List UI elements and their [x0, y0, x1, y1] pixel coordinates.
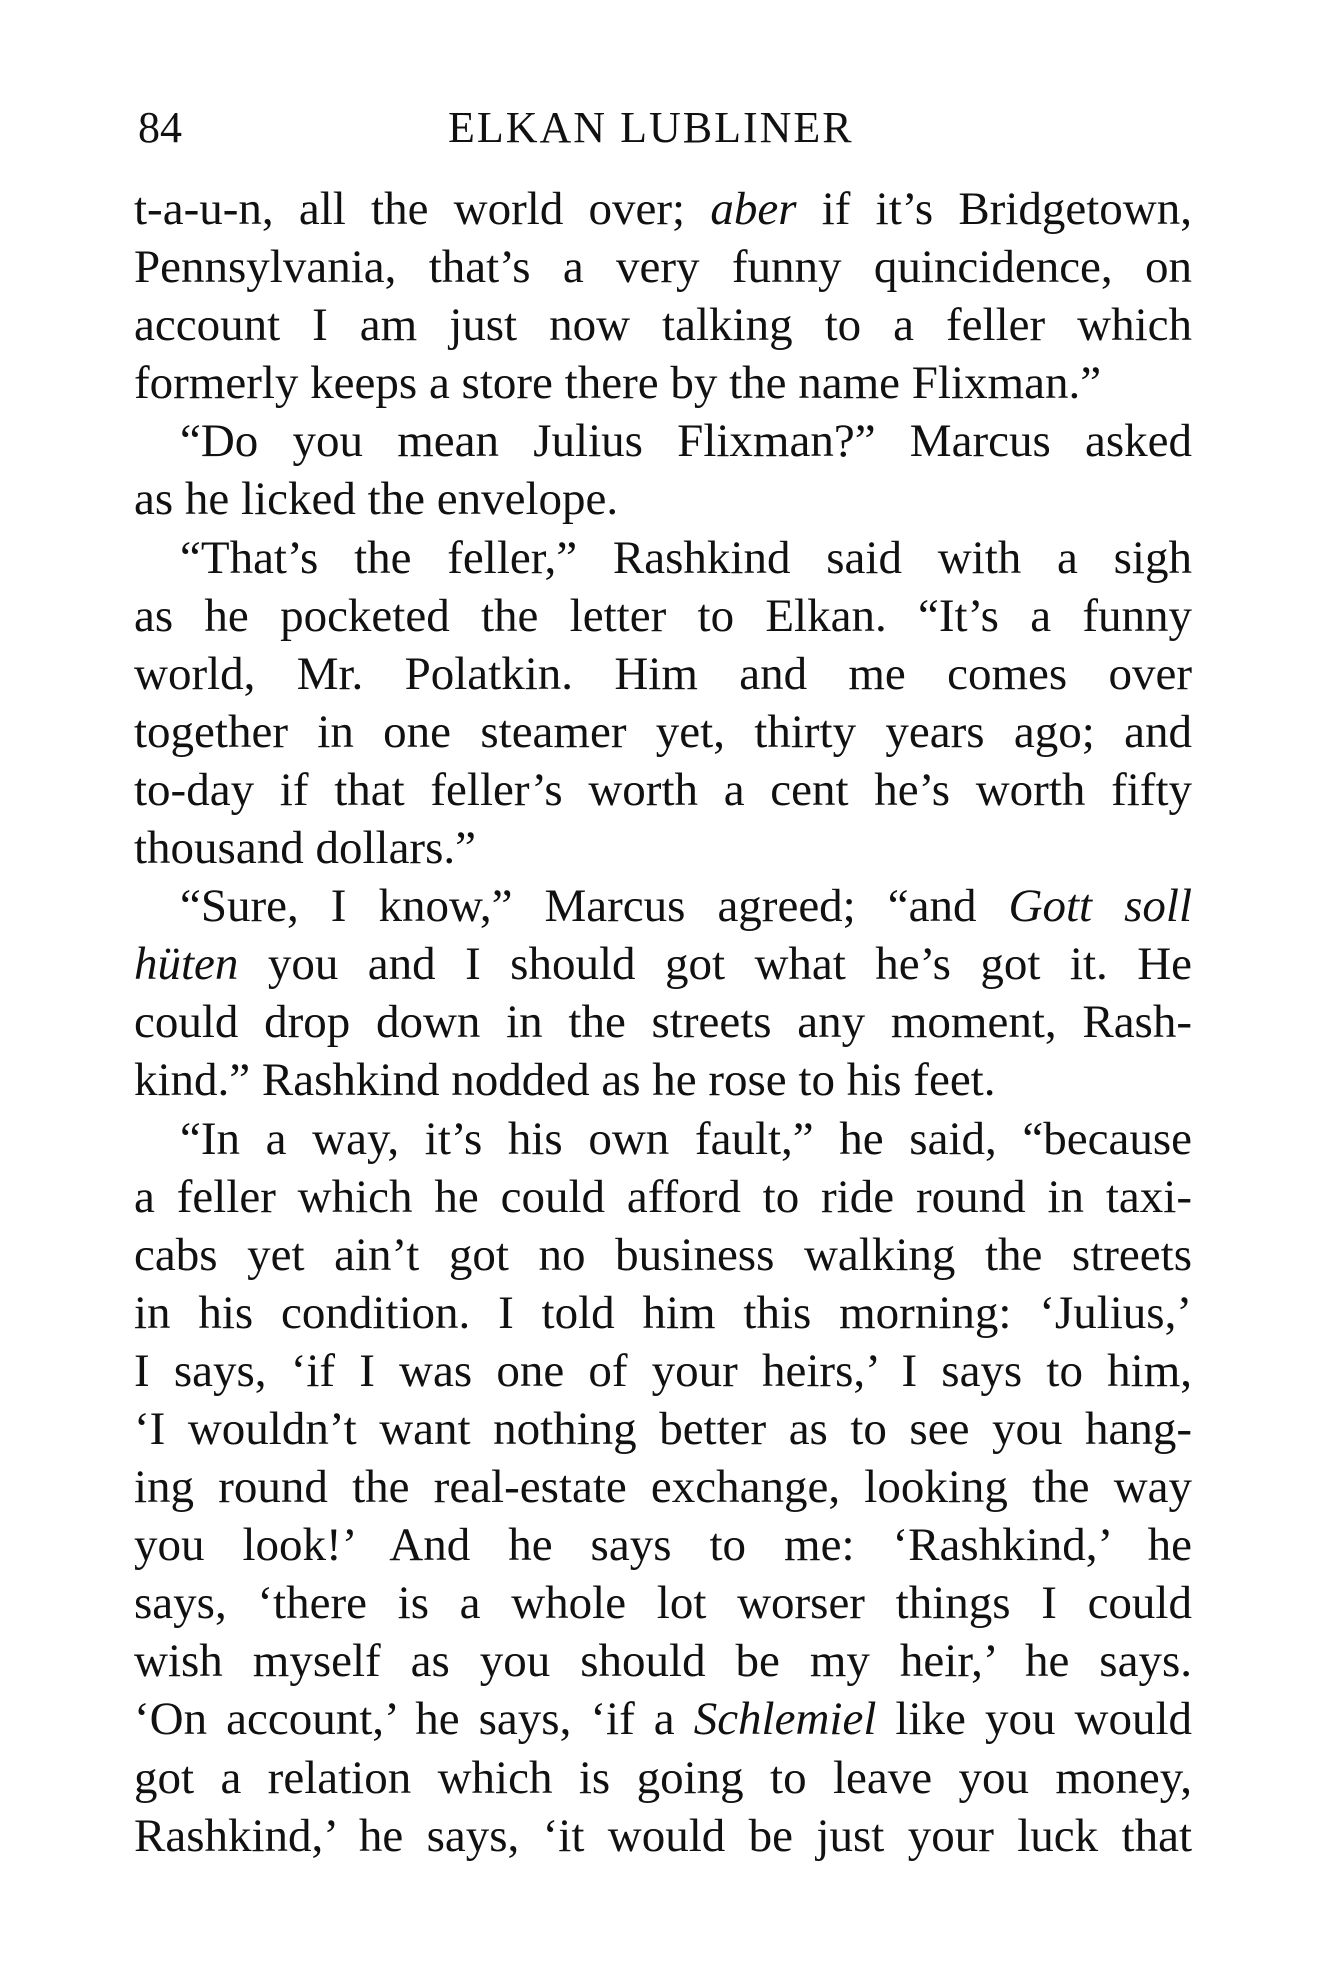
body-text: [134, 180, 1192, 1865]
text-line: “That’s the feller,” Rashkind said with a sigh: [180, 531, 1192, 584]
running-title: ELKAN LUBLINER: [448, 103, 854, 152]
text-line: ‘On account,’ he says, ‘if a Schlemiel like you would: [134, 1693, 1192, 1746]
text-line: wish myself as you should be my heir,’ he says.: [134, 1635, 1192, 1688]
running-head: [138, 98, 1190, 158]
text-line: “Do you mean Julius Flixman?” Marcus asked: [180, 415, 1192, 468]
text-line: could drop down in the streets any moment, Rash-: [134, 996, 1192, 1049]
text-line: together in one steamer yet, thirty years ago; and: [134, 705, 1192, 758]
italic-phrase: Schlemiel: [693, 1693, 877, 1746]
text-line: as he pocketed the letter to Elkan. “It’s a funny: [134, 589, 1192, 642]
italic-phrase: aber: [710, 183, 797, 235]
text-line: account I am just now talking to a feller which: [134, 299, 1192, 352]
italic-phrase: hüten: [134, 938, 239, 991]
text-line: to-day if that feller’s worth a cent he’s worth fifty: [134, 763, 1192, 816]
text-line: cabs yet ain’t got no business walking the streets: [134, 1228, 1192, 1281]
text-line: in his condition. I told him this morning: ‘Julius,’: [134, 1286, 1192, 1339]
text-line: ing round the real-estate exchange, looking the way: [134, 1461, 1192, 1514]
text-line: hüten you and I should got what he’s got it. He: [134, 938, 1192, 991]
text-line: Pennsylvania, that’s a very funny quincidence, on: [134, 241, 1192, 294]
text-line: Rashkind,’ he says, ‘it would be just your luck that: [134, 1809, 1192, 1862]
text-line: thousand dollars.”: [134, 822, 476, 875]
text-line: kind.” Rashkind nodded as he rose to his feet.: [134, 1054, 996, 1107]
text-line: world, Mr. Polatkin. Him and me comes over: [134, 647, 1192, 700]
text-line: formerly keeps a store there by the name Flixman.”: [134, 357, 1102, 410]
text-line: you look!’ And he says to me: ‘Rashkind,’ he: [134, 1519, 1192, 1572]
text-line: as he licked the envelope.: [134, 473, 619, 526]
text-line: says, ‘there is a whole lot worser things I could: [134, 1577, 1192, 1630]
text-line: t-a-u-n, all the world over; aber if it’s Bridgetown,: [134, 183, 1192, 235]
page-number: 84: [138, 103, 182, 152]
text-line: “In a way, it’s his own fault,” he said, “because: [180, 1112, 1192, 1165]
text-line: got a relation which is going to leave you money,: [134, 1751, 1192, 1804]
text-line: a feller which he could afford to ride round in taxi-: [134, 1170, 1192, 1223]
text-line: “Sure, I know,” Marcus agreed; “and Gott soll: [180, 880, 1193, 933]
italic-phrase: Gott soll: [1008, 880, 1193, 933]
text-line: I says, ‘if I was one of your heirs,’ I says to him,: [134, 1344, 1192, 1397]
text-line: ‘I wouldn’t want nothing better as to see you hang-: [134, 1402, 1192, 1455]
